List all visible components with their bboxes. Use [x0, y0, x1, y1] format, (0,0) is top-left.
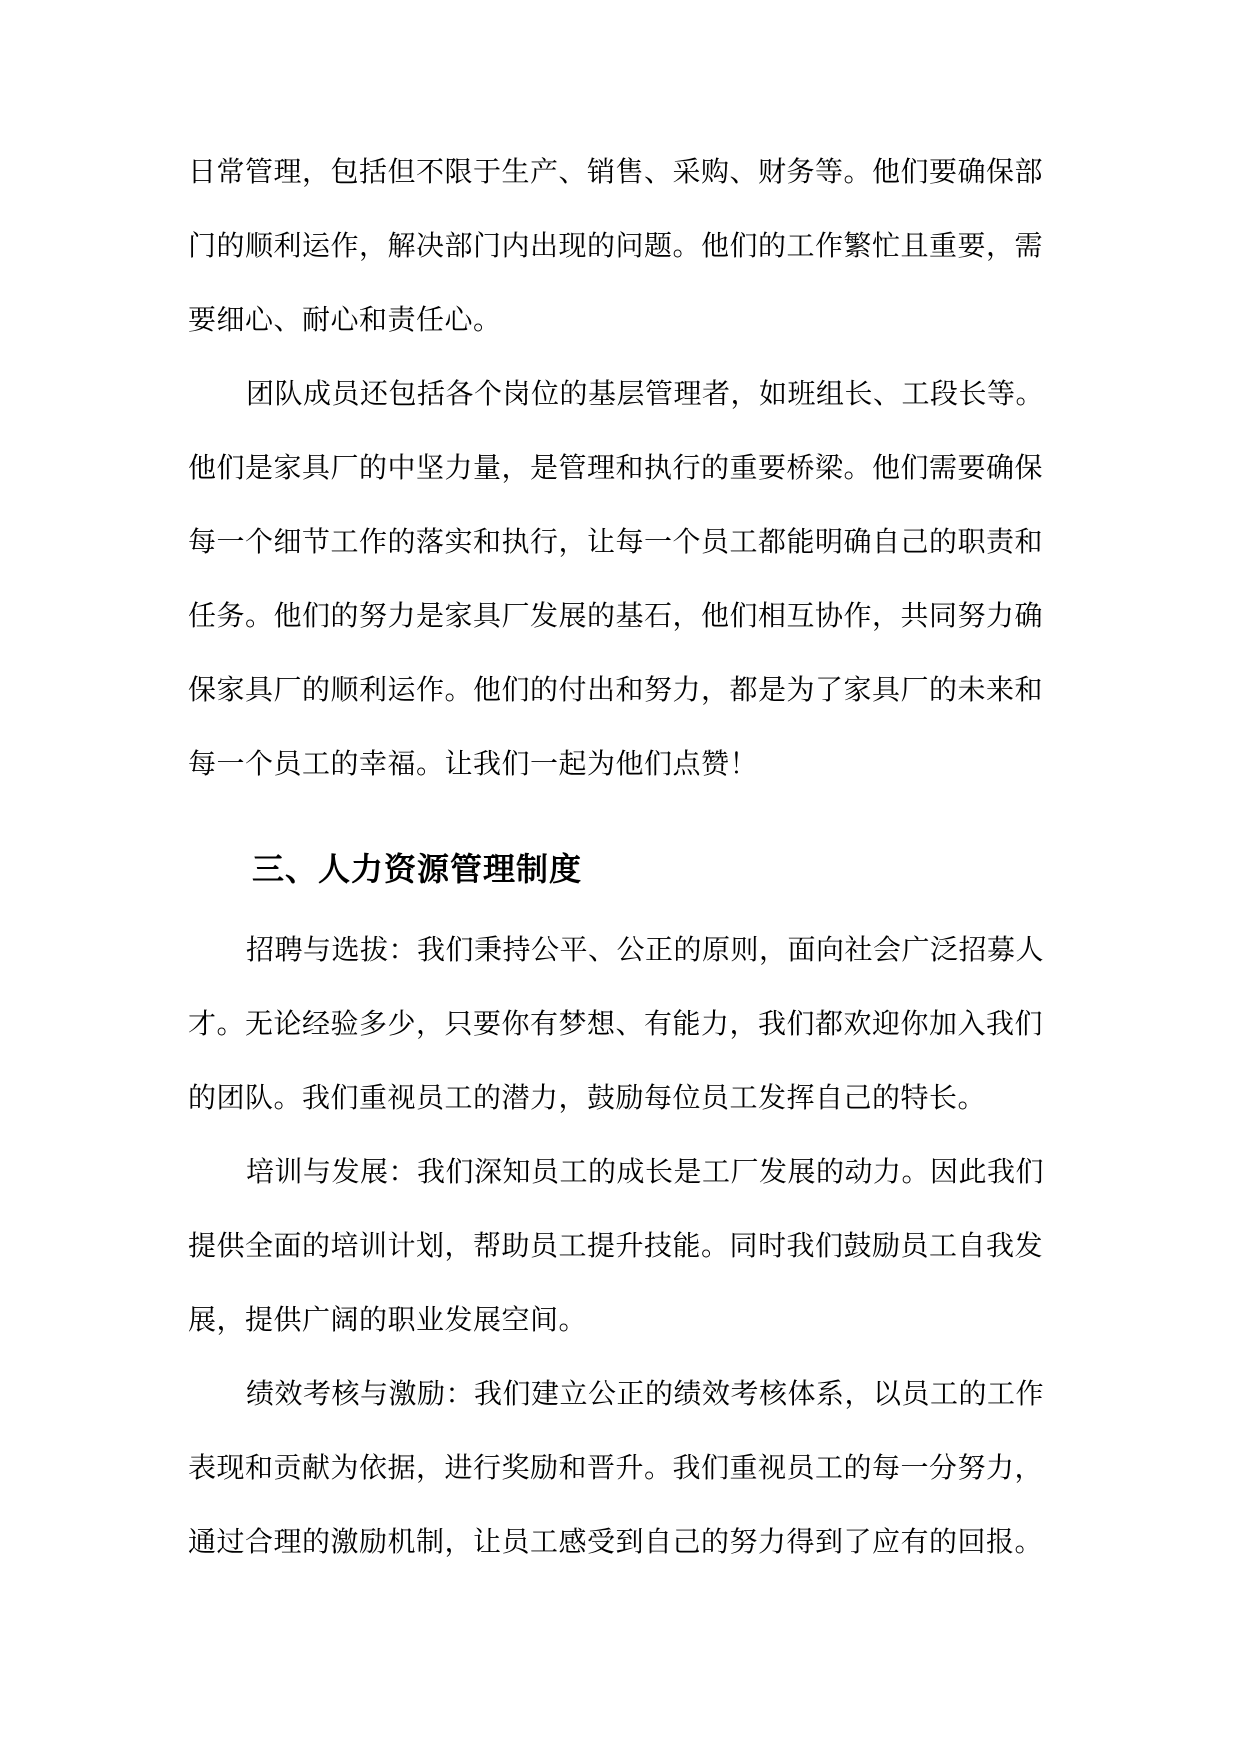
text-line: 保家具厂的顺利运作。他们的付出和努力，都是为了家具厂的未来和 — [188, 673, 1044, 706]
text-line: 日常管理，包括但不限于生产、销售、采购、财务等。他们要确保部 — [188, 155, 1044, 188]
text-line: 团队成员还包括各个岗位的基层管理者，如班组长、工段长等。 — [246, 377, 1045, 410]
section-heading: 三、人力资源管理制度 — [252, 850, 583, 888]
text-line: 要细心、耐心和责任心。 — [188, 303, 502, 336]
text-line: 门的顺利运作，解决部门内出现的问题。他们的工作繁忙且重要，需 — [188, 229, 1044, 262]
text-line: 每一个细节工作的落实和执行，让每一个员工都能明确自己的职责和 — [188, 525, 1044, 558]
text-line: 表现和贡献为依据，进行奖励和晋升。我们重视员工的每一分努力， — [188, 1451, 1044, 1484]
text-line: 提供全面的培训计划，帮助员工提升技能。同时我们鼓励员工自我发 — [188, 1229, 1044, 1262]
text-line: 他们是家具厂的中坚力量，是管理和执行的重要桥梁。他们需要确保 — [188, 451, 1044, 484]
text-line: 每一个员工的幸福。让我们一起为他们点赞！ — [188, 747, 759, 780]
text-line: 才。无论经验多少，只要你有梦想、有能力，我们都欢迎你加入我们 — [188, 1007, 1044, 1040]
text-line: 的团队。我们重视员工的潜力，鼓励每位员工发挥自己的特长。 — [188, 1081, 987, 1114]
text-line: 任务。他们的努力是家具厂发展的基石，他们相互协作，共同努力确 — [188, 599, 1044, 632]
text-line: 通过合理的激励机制，让员工感受到自己的努力得到了应有的回报。 — [188, 1525, 1044, 1558]
text-line: 招聘与选拔：我们秉持公平、公正的原则，面向社会广泛招募人 — [246, 933, 1045, 966]
text-line: 绩效考核与激励：我们建立公正的绩效考核体系，以员工的工作 — [246, 1377, 1045, 1410]
text-line: 培训与发展：我们深知员工的成长是工厂发展的动力。因此我们 — [246, 1155, 1045, 1188]
text-line: 展，提供广阔的职业发展空间。 — [188, 1303, 588, 1336]
